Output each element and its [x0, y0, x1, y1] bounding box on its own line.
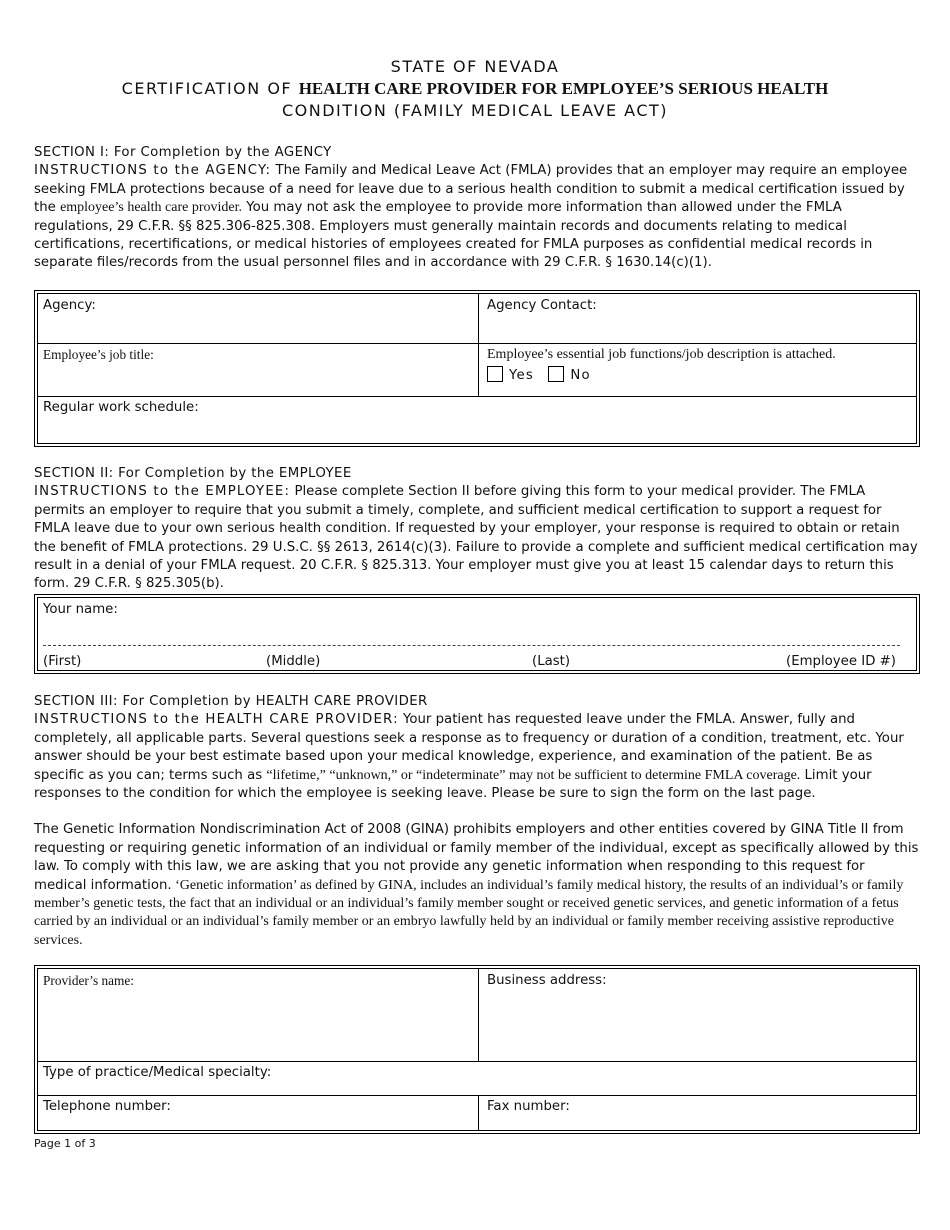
- gina-notice-a: The Genetic Information Nondiscrimination Act of 2008 (GINA) prohibits employers and other entities covered by GINA Title II from requesting or requiring genetic information of an individual or family member of the individual, except as specifically allowed by this law. To comply with this law, we are asking that you not provide any genetic information when responding to this request for medical information.: [34, 822, 919, 893]
- provider-divider-vertical-top: [478, 969, 479, 1061]
- work-schedule-field[interactable]: [38, 396, 918, 443]
- medical-specialty-field[interactable]: [38, 1061, 918, 1095]
- job-title-field[interactable]: [38, 343, 478, 396]
- section-3-heading: SECTION III: For Completion by HEALTH CARE PROVIDER: [34, 694, 428, 709]
- job-title-label: Employee’s job title:: [43, 347, 154, 362]
- title-line-2: [0, 78, 950, 100]
- fax-label: Fax number:: [487, 1099, 570, 1114]
- telephone-label: Telephone number:: [43, 1099, 171, 1114]
- section-2-heading: SECTION II: For Completion by the EMPLOYEE: [34, 466, 352, 481]
- section-1-instr-text-serif: employee’s health care provider.: [60, 200, 242, 216]
- section-2-instr-label: INSTRUCTIONS to the EMPLOYEE:: [34, 484, 291, 500]
- page-number: Page 1 of 3: [34, 1137, 96, 1150]
- provider-form-inner: [37, 968, 917, 1131]
- business-address-field[interactable]: [482, 969, 912, 1061]
- section-3-instructions: [34, 711, 919, 803]
- title-line-3: CONDITION (FAMILY MEDICAL LEAVE ACT): [281, 101, 668, 120]
- your-name-label: Your name:: [43, 602, 118, 617]
- attached-options: [487, 366, 912, 385]
- name-signature-line: [43, 645, 900, 646]
- section-1-instr-label: INSTRUCTIONS to the AGENCY:: [34, 163, 272, 179]
- section-1-instructions: [34, 162, 919, 272]
- section-1: [34, 144, 919, 273]
- last-name-label: (Last): [532, 654, 571, 669]
- section-3-instr-label: INSTRUCTIONS to the HEALTH CARE PROVIDER:: [34, 712, 399, 728]
- section-2: [34, 465, 919, 594]
- agency-contact-field[interactable]: [482, 294, 912, 343]
- agency-label: Agency:: [43, 298, 96, 313]
- medical-specialty-label: Type of practice/Medical specialty:: [43, 1065, 272, 1080]
- gina-notice-serif: ‘Genetic information’ as defined by GINA, includes an individual’s family medical history, the results of an individual’s or family member’s genetic tests, the fact that an individual or an individual’s family member sought or received genetic services, and genetic information of a fetus carried by an individual or an individual’s family member or an embryo lawfully held by an individual or family member receiving assistive reproductive services.: [34, 877, 904, 948]
- section-3-instr-text-a: Your patient has requested leave under the FMLA. Answer, fully and completely, all applicable parts. Several questions seek a response as to frequency or duration of a condition, treatment, etc. Your answer should be your best estimate based upon your medical knowledge, experience, and examination of the patient. Be as specific as you can; terms such as: [34, 712, 904, 783]
- employee-id-label: (Employee ID #): [786, 654, 896, 669]
- yes-checkbox[interactable]: [487, 366, 503, 382]
- fax-field[interactable]: [482, 1095, 912, 1130]
- no-checkbox[interactable]: [548, 366, 564, 382]
- section-2-instructions: [34, 483, 919, 593]
- first-name-label: (First): [43, 654, 82, 669]
- provider-form-box: [34, 965, 920, 1134]
- title-line-2-rest: HEALTH CARE PROVIDER FOR EMPLOYEE’S SERIOUS HEALTH: [298, 79, 829, 98]
- section-3: [34, 693, 919, 950]
- agency-contact-label: Agency Contact:: [487, 298, 597, 313]
- agency-divider-vertical: [478, 294, 479, 396]
- provider-name-label: Provider’s name:: [43, 973, 134, 988]
- essential-functions-field: [482, 343, 912, 396]
- section-1-instr-text-b: You may not ask the employee to provide more information than allowed under the FMLA regulations, 29 C.F.R. §§ 825.306-825.308. Employers must generally maintain records and documents relating to medical certifications, recertifications, or medical histories of employees created for FMLA purposes as confidential medical records in separate files/records from the usual personnel files and in accordance with 29 C.F.R. § 1630.14(c)(1).: [34, 200, 873, 271]
- provider-divider-vertical-bottom: [478, 1095, 479, 1130]
- title-line-1: STATE OF NEVADA: [390, 57, 560, 76]
- title-line-2-prefix: CERTIFICATION OF: [121, 79, 299, 98]
- section-1-heading: SECTION I: For Completion by the AGENCY: [34, 145, 332, 160]
- section-1-instr-text-a: The Family and Medical Leave Act (FMLA) provides that an employer may require an employee seeking FMLA protections because of a need for leave due to a serious health condition to submit a medical certification issued by the: [34, 163, 908, 216]
- employee-name-inner[interactable]: [37, 597, 917, 671]
- work-schedule-label: Regular work schedule:: [43, 400, 199, 415]
- provider-name-field[interactable]: [38, 969, 478, 1061]
- agency-form-inner: [37, 293, 917, 444]
- section-3-instr-text-b: Limit your responses to the condition for which the employee is seeking leave. Please be sure to sign the form on the last page.: [34, 767, 872, 802]
- business-address-label: Business address:: [487, 973, 607, 988]
- no-label: No: [570, 368, 591, 383]
- agency-field[interactable]: [38, 294, 478, 343]
- agency-form-box: [34, 290, 920, 447]
- gina-notice: [34, 821, 919, 950]
- telephone-field[interactable]: [38, 1095, 478, 1130]
- employee-name-box: [34, 594, 920, 674]
- yes-label: Yes: [509, 368, 535, 383]
- essential-functions-label: Employee’s essential job functions/job description is attached.: [487, 347, 836, 362]
- section-2-instr-text: Please complete Section II before giving this form to your medical provider. The FMLA permits an employer to require that you submit a timely, complete, and sufficient medical certification to support a request for FMLA leave due to your own serious health condition. If requested by your employer, your response is required to obtain or retain the benefit of FMLA protections. 29 U.S.C. §§ 2613, 2614(c)(3). Failure to provide a complete and sufficient medical certification may result in a denial of your FMLA request. 20 C.F.R. § 825.313. Your employer must give you at least 15 calendar days to return this form. 29 C.F.R. § 825.305(b).: [34, 484, 918, 592]
- middle-name-label: (Middle): [266, 654, 321, 669]
- section-3-instr-text-serif: “lifetime,” “unknown,” or “indeterminate” may not be sufficient to determine FMLA coverage.: [266, 767, 801, 783]
